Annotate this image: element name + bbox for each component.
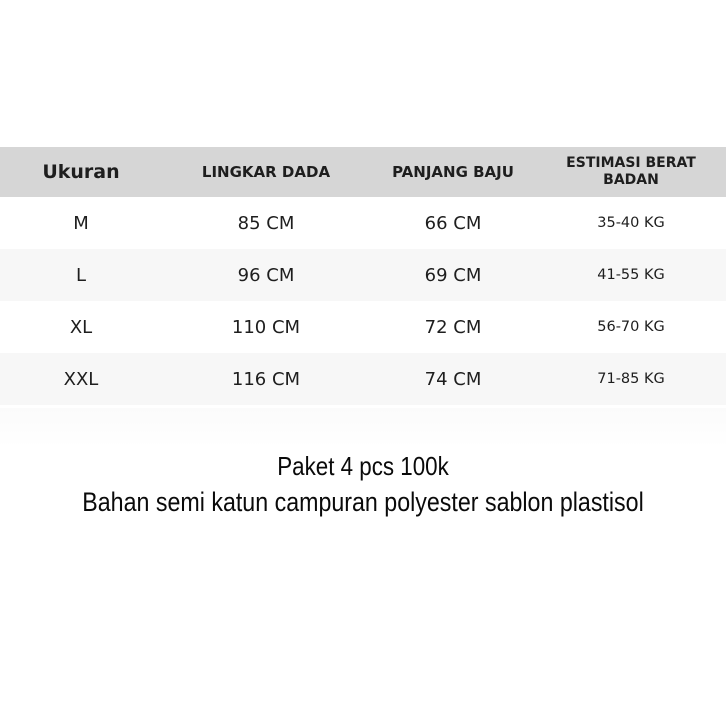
- cell-weight: 71-85 KG: [597, 371, 665, 387]
- header-length: PANJANG BAJU: [392, 163, 514, 181]
- cell-size: XXL: [63, 368, 99, 390]
- caption-material: Bahan semi katun campuran polyester sablon plastisol: [82, 487, 644, 517]
- header-weight-line1: ESTIMASI BERAT: [566, 155, 696, 171]
- cell-chest: 96 CM: [237, 264, 295, 286]
- faded-background-strip: [0, 408, 726, 448]
- cell-size: L: [75, 264, 87, 286]
- cell-chest: 116 CM: [231, 368, 301, 390]
- table-row: [0, 301, 726, 353]
- header-weight-line2: BADAN: [603, 172, 659, 188]
- header-chest: LINGKAR DADA: [201, 163, 331, 181]
- cell-weight: 35-40 KG: [597, 215, 665, 231]
- cell-length: 72 CM: [424, 316, 482, 338]
- cell-length: 66 CM: [424, 212, 482, 234]
- cell-weight: 56-70 KG: [597, 319, 665, 335]
- size-table: [0, 147, 726, 405]
- cell-length: 74 CM: [424, 368, 482, 390]
- cell-length: 69 CM: [424, 264, 482, 286]
- table-row: [0, 197, 726, 249]
- cell-size: XL: [69, 316, 93, 338]
- table-row: [0, 249, 726, 301]
- cell-size: M: [73, 212, 89, 234]
- table-row: [0, 353, 726, 405]
- cell-chest: 110 CM: [231, 316, 301, 338]
- cell-weight: 41-55 KG: [597, 267, 665, 283]
- header-weight: [536, 147, 726, 197]
- header-size: Ukuran: [42, 161, 120, 183]
- cell-chest: 85 CM: [237, 212, 295, 234]
- table-header: [0, 147, 726, 197]
- caption-package: Paket 4 pcs 100k: [277, 451, 449, 481]
